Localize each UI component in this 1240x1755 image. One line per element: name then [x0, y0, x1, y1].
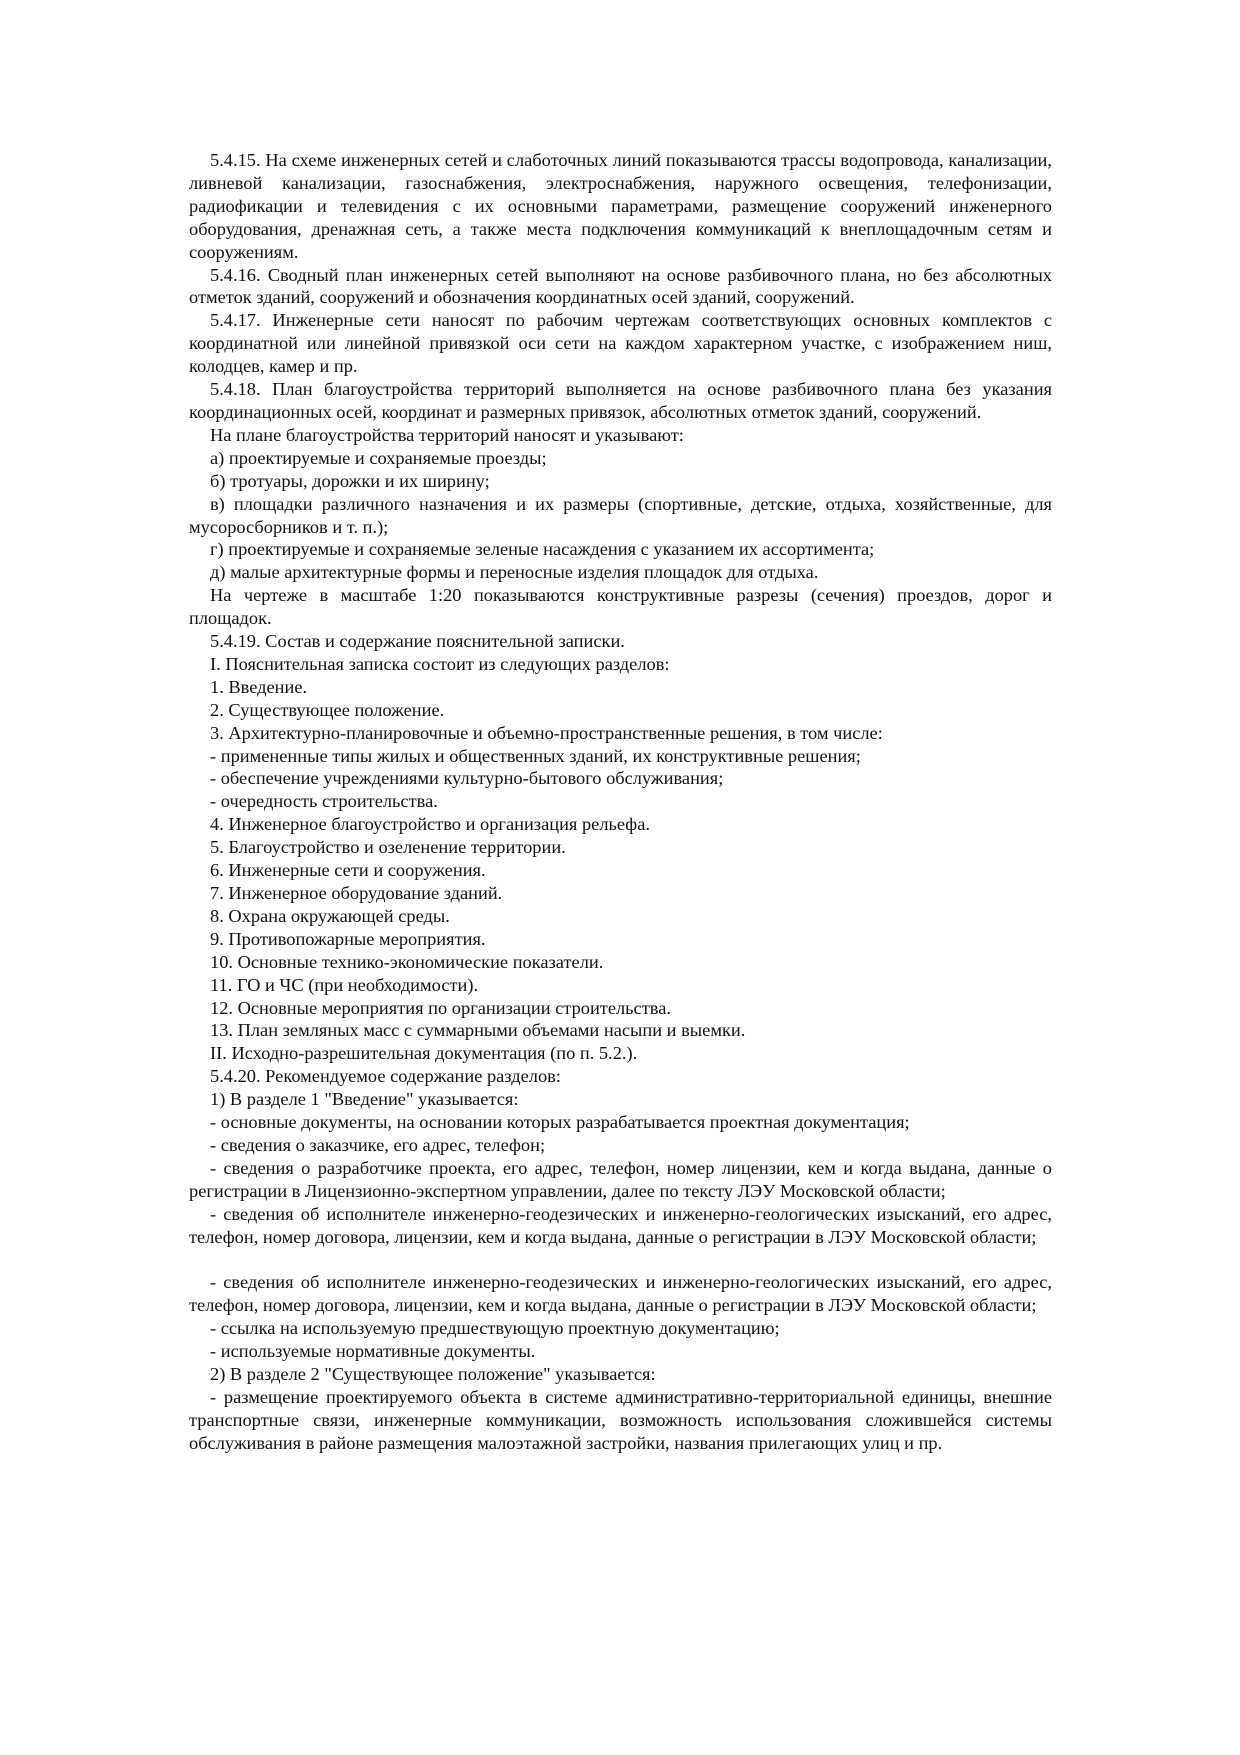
list-item: - сведения об исполнителе инженерно-геодезических и инженерно-геологических изысканий, его адрес, телефон, номер договора, лицензии, кем и когда выдана, данные о регистрации в ЛЭУ Московской области; [189, 1203, 1052, 1247]
paragraph-5-4-17: 5.4.17. Инженерные сети наносят по рабочим чертежам соответствующих основных комплектов с координатной или линейной привязкой оси сети на каждом характерном участке, с изображением ниш, колодцев, камер и пр. [189, 310, 1052, 377]
paragraph-scale-sections: На чертеже в масштабе 1:20 показываются конструктивные разрезы (сечения) проездов, дорог и площадок. [189, 585, 1052, 629]
list-item: - основные документы, на основании которых разрабатывается проектная документация; [210, 1112, 910, 1133]
list-item: - обеспечение учреждениями культурно-бытового обслуживания; [210, 768, 724, 789]
paragraph-section-1-heading: 1) В разделе 1 "Введение" указывается: [210, 1089, 519, 1110]
list-item: 7. Инженерное оборудование зданий. [210, 883, 503, 903]
list-item: 2. Существующее положение. [210, 699, 445, 720]
paragraph-5-4-16: 5.4.16. Сводный план инженерных сетей выполняют на основе разбивочного плана, но без абсолютных отметок зданий, сооружений и обозначения координатных осей зданий, сооружений. [189, 264, 1052, 308]
list-item: 6. Инженерные сети и сооружения. [210, 860, 486, 881]
paragraph-section-2-heading: 2) В разделе 2 "Существующее положение" указывается: [210, 1364, 656, 1385]
list-item-b: б) тротуары, дорожки и их ширину; [210, 470, 490, 491]
list-item: 11. ГО и ЧС (при необходимости). [210, 974, 479, 995]
list-item: 4. Инженерное благоустройство и организация рельефа. [210, 814, 650, 835]
document-page [189, 149, 1052, 1455]
list-item: - размещение проектируемого объекта в системе административно-территориальной единицы, внешние транспортные связи, инженерные коммуникации, возможность использования сложившейся системы обслуживания в районе размещения малоэтажной застройки, названия прилегающих улиц и пр. [189, 1386, 1052, 1453]
blank-line [189, 1249, 1052, 1272]
list-item: 9. Противопожарные мероприятия. [210, 928, 486, 949]
list-item: 13. План земляных масс с суммарными объемами насыпи и выемки. [210, 1020, 746, 1041]
list-item: - примененные типы жилых и общественных зданий, их конструктивные решения; [210, 745, 861, 766]
paragraph-5-4-20: 5.4.20. Рекомендуемое содержание разделов: [210, 1066, 561, 1087]
paragraph-5-4-18: 5.4.18. План благоустройства территорий выполняется на основе разбивочного плана без указания координационных осей, координат и размерных привязок, абсолютных отметок зданий, сооружений. [189, 379, 1052, 422]
list-item: 1. Введение. [210, 676, 308, 697]
list-item: - используемые нормативные документы. [210, 1341, 536, 1362]
list-item: 8. Охрана окружающей среды. [210, 905, 450, 926]
list-item: 5. Благоустройство и озеленение территории. [210, 837, 566, 858]
list-item-d: д) малые архитектурные формы и переносные изделия площадок для отдыха. [210, 562, 819, 583]
paragraph-section-i: I. Пояснительная записка состоит из следующих разделов: [210, 653, 670, 674]
list-item: - очередность строительства. [210, 791, 438, 812]
list-item: - ссылка на используемую предшествующую проектную документацию; [210, 1318, 780, 1339]
list-item-g: г) проектируемые и сохраняемые зеленые насаждения с указанием их ассортимента; [210, 539, 875, 560]
list-item: - сведения о заказчике, его адрес, телефон; [210, 1134, 546, 1155]
list-item-v: в) площадки различного назначения и их размеры (спортивные, детские, отдыха, хозяйственные, для мусоросборников и т. п.); [189, 493, 1052, 537]
paragraph-plan-intro: На плане благоустройства территорий наносят и указывают: [210, 424, 684, 445]
list-item: - сведения об исполнителе инженерно-геодезических и инженерно-геологических изысканий, его адрес, телефон, номер договора, лицензии, кем и когда выдана, данные о регистрации в ЛЭУ Московской области; [189, 1272, 1052, 1316]
paragraph-5-4-15: 5.4.15. На схеме инженерных сетей и слаботочных линий показываются трассы водопровода, канализации, ливневой канализации, газоснабжения, электроснабжения, наружного освещения, телефонизации, радиофикации и телевидения с их основными параметрами, размещение сооружений инженерного оборудования, дренажная сеть, а также места подключения коммуникаций к внеплощадочным сетям и сооружениям. [189, 150, 1052, 262]
list-item: 3. Архитектурно-планировочные и объемно-пространственные решения, в том числе: [210, 722, 883, 743]
list-item: 12. Основные мероприятия по организации строительства. [210, 997, 671, 1018]
list-item-a: а) проектируемые и сохраняемые проезды; [210, 447, 547, 468]
paragraph-5-4-19: 5.4.19. Состав и содержание пояснительной записки. [210, 631, 625, 652]
paragraph-section-ii: II. Исходно-разрешительная документация (по п. 5.2.). [210, 1043, 638, 1064]
list-item: 10. Основные технико-экономические показатели. [210, 951, 604, 972]
list-item: - сведения о разработчике проекта, его адрес, телефон, номер лицензии, кем и когда выдана, данные о регистрации в Лицензионно-экспертном управлении, далее по тексту ЛЭУ Московской области; [189, 1157, 1052, 1201]
